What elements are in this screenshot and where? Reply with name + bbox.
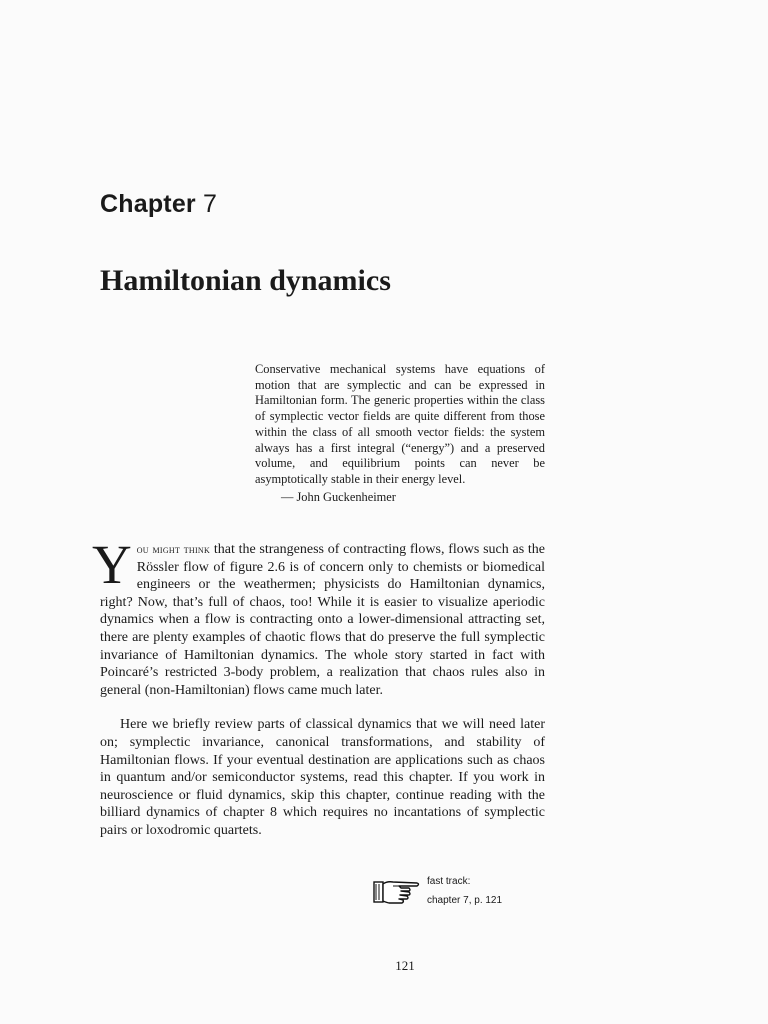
drop-cap: Y bbox=[92, 534, 132, 595]
lead-in-smallcaps: ou might think bbox=[136, 542, 211, 556]
epigraph bbox=[255, 362, 545, 505]
chapter-word: Chapter bbox=[100, 190, 196, 218]
chapter-title: Hamiltonian dynamics bbox=[100, 264, 391, 297]
fast-track-note bbox=[373, 872, 502, 910]
paragraph-1 bbox=[92, 534, 545, 699]
fast-track-reference[interactable]: chapter 7, p. 121 bbox=[427, 895, 503, 906]
paragraph-2: Here we briefly review parts of classical dynamics that we will need later on; symplectic invariance, canonical transformations, and stability of Hamiltonian flows. If your eventual destination are applications such as chaos in quantum and/or semiconductor systems, read this chapter. If you work in neuroscience or fluid dynamics, skip this chapter, continue reading with the billiard dynamics of chapter 8 which requires no incantations of symplectic pairs or loxodromic quartets. bbox=[100, 717, 545, 838]
fast-track-text bbox=[427, 872, 502, 910]
paragraph-1-text: that the strangeness of contracting flows, flows such as the Rössler flow of figure 2.6 is of concern only to chemists or biomedical engineers or the weathermen; physicists do Hamiltonian dynamics, right? Now, that’s full of chaos, too! While it is easier to visualize aperiodic dynamics when a flow is contracting onto a lower-dimensional attracting set, there are plenty examples of chaotic flows that do preserve the full symplectic invariance of Hamiltonian dynamics. The whole story started in fact with Poincaré’s restricted 3-body problem, a realization that chaos rules also in general (non-Hamiltonian) flows came much later. bbox=[100, 542, 545, 698]
epigraph-attribution: — John Guckenheimer bbox=[281, 489, 396, 504]
page-number: 121 bbox=[395, 958, 415, 973]
fast-track-label: fast track: bbox=[427, 876, 471, 887]
pointing-hand-icon bbox=[373, 876, 421, 906]
chapter-label bbox=[100, 190, 217, 219]
body-text bbox=[92, 534, 545, 840]
epigraph-text: Conservative mechanical systems have equations of motion that are symplectic and can be expressed in Hamiltonian form. The generic properties within the class of symplectic vector fields are quite different from those within the class of all smooth vector fields: the system always has a first integral (“energy”) and a preserved volume, and equilibrium points can never be asymptotically stable in their energy level. bbox=[255, 362, 545, 486]
chapter-number: 7 bbox=[203, 190, 218, 218]
